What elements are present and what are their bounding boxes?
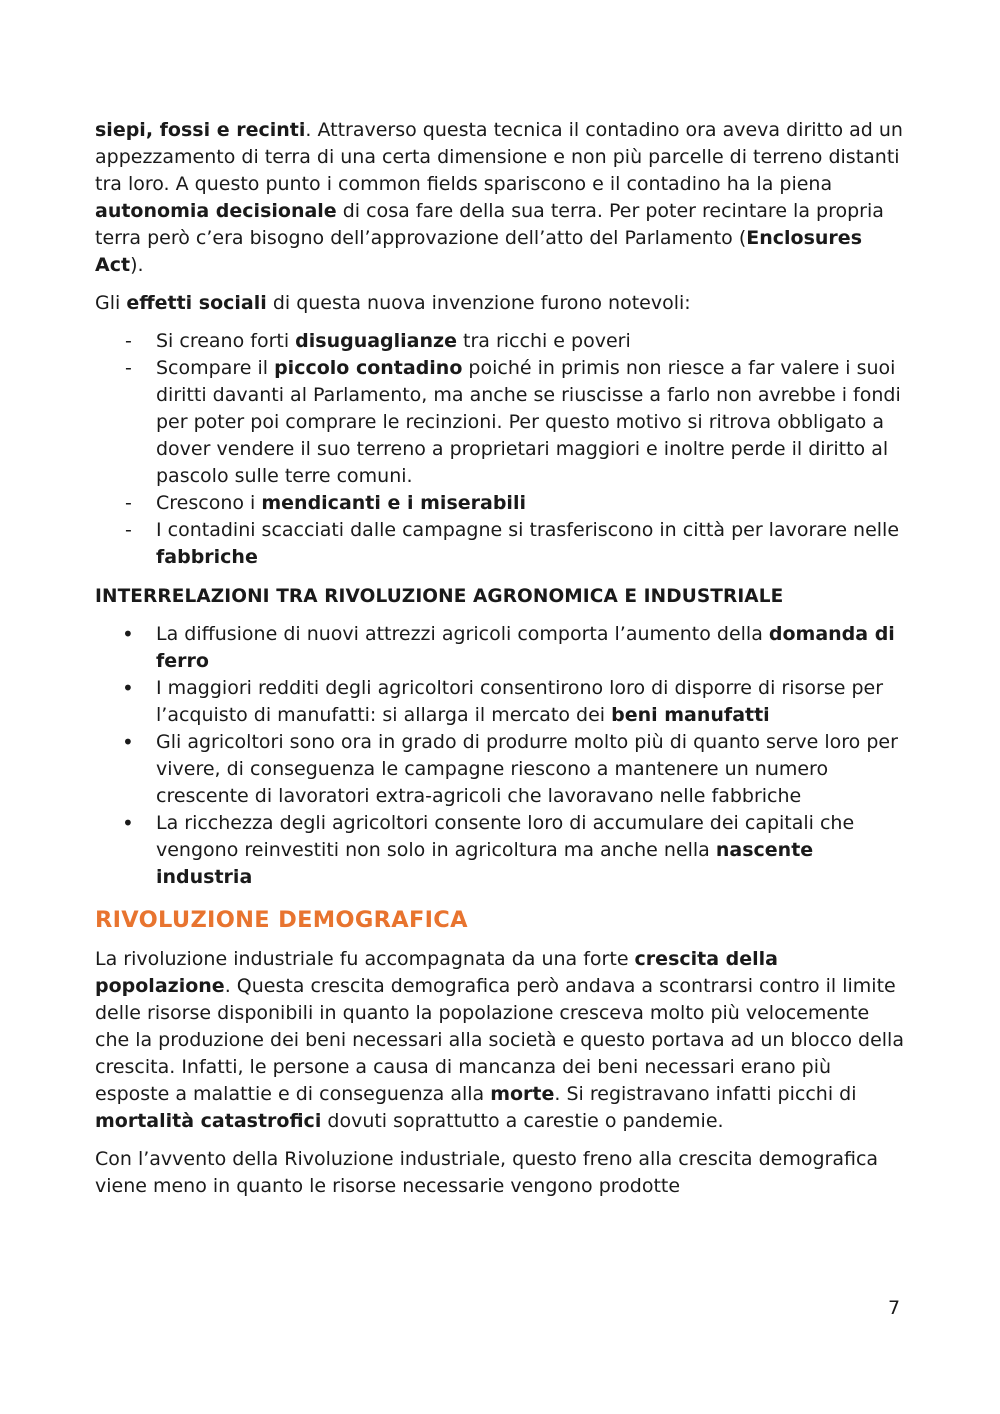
- text-run: di questa nuova invenzione furono notevoli:: [266, 292, 691, 314]
- bold-term: crescita della popolazione: [95, 948, 779, 997]
- bold-term: beni manufatti: [611, 704, 770, 726]
- text-run: I contadini scacciati dalle campagne si trasferiscono in città per lavorare nelle: [156, 519, 900, 541]
- paragraph-industrial-revolution: Con l’avvento della Rivoluzione industriale, questo freno alla crescita demografica viene meno in quanto le risorse necessarie vengono prodotte: [95, 1148, 879, 1197]
- bold-term: Enclosures Act: [95, 227, 863, 276]
- bold-term: domanda di ferro: [156, 623, 895, 672]
- effects-list: [95, 328, 907, 571]
- text-run: ).: [130, 254, 144, 276]
- bold-term: fabbriche: [156, 546, 258, 568]
- bold-term: mortalità catastrofici: [95, 1110, 322, 1132]
- text-run: La diffusione di nuovi attrezzi agricoli comporta l’aumento della: [156, 623, 769, 645]
- paragraph-population-growth: [95, 946, 907, 1135]
- paragraph-enclosures: [95, 117, 907, 279]
- text-run: di cosa fare della sua terra. Per poter recintare la propria terra però c’era bisogno dell’approvazione dell’atto del Parlamento (: [95, 200, 884, 249]
- text-run: . Si registravano infatti picchi di: [554, 1083, 857, 1105]
- bold-term: disuguaglianze: [295, 330, 457, 352]
- interrelations-list: [95, 621, 907, 891]
- text-run: Gli: [95, 292, 127, 314]
- list-item: [95, 517, 907, 571]
- list-item: [95, 490, 907, 517]
- list-item: [95, 810, 907, 891]
- text-run: poiché in primis non riesce a far valere i suoi diritti davanti al Parlamento, ma anche se riuscisse a farlo non avrebbe i fondi per poter poi comprare le recinzioni. Per questo motivo si ritrova obbligato a dover vendere il suo terreno a proprietari maggiori e inoltre perde il diritto al pascolo sulle terre comuni.: [156, 357, 901, 487]
- text-run: La rivoluzione industriale fu accompagnata da una forte: [95, 948, 635, 970]
- bold-term: mendicanti e i miserabili: [261, 492, 526, 514]
- text-run: Crescono i: [156, 492, 262, 514]
- bold-term: morte: [490, 1083, 555, 1105]
- paragraph-social-effects: [95, 290, 907, 317]
- text-run: . Attraverso questa tecnica il contadino ora aveva diritto ad un appezzamento di terra di una certa dimensione e non più parcelle di terreno distanti tra loro. A questo punto i common fields spariscono e il contadino ha la piena: [95, 119, 903, 195]
- text-run: Gli agricoltori sono ora in grado di produrre molto più di quanto serve loro per vivere, di conseguenza le campagne riescono a mantenere un numero crescente di lavoratori extra-agricoli che lavoravano nelle fabbriche: [156, 731, 898, 807]
- list-item: [95, 355, 907, 490]
- subheading-interrelations: INTERRELAZIONI TRA RIVOLUZIONE AGRONOMICA E INDUSTRIALE: [95, 586, 784, 607]
- bold-term: effetti sociali: [126, 292, 267, 314]
- text-run: La ricchezza degli agricoltori consente loro di accumulare dei capitali che vengono reinvestiti non solo in agricoltura ma anche nella: [156, 812, 855, 861]
- text-run: Scompare il: [156, 357, 275, 379]
- text-run: dovuti soprattutto a carestie o pandemie.: [321, 1110, 724, 1132]
- list-item: [95, 621, 907, 675]
- list-item: [95, 328, 907, 355]
- list-item: [95, 675, 907, 729]
- text-run: Si creano forti: [156, 330, 296, 352]
- bold-term: autonomia decisionale: [95, 200, 337, 222]
- list-item: [95, 729, 907, 810]
- page-number: 7: [888, 1297, 901, 1319]
- document-page: [95, 117, 907, 1200]
- bold-term: piccolo contadino: [274, 357, 463, 379]
- text-run: tra ricchi e poveri: [456, 330, 631, 352]
- text-run: . Questa crescita demografica però andava a scontrarsi contro il limite delle risorse disponibili in quanto la popolazione cresceva molto più velocemente che la produzione dei beni necessari alla società e questo portava ad un blocco della crescita. Infatti, le persone a causa di mancanza dei beni necessari erano più esposte a malattie e di conseguenza alla: [95, 975, 904, 1105]
- bold-term: nascente industria: [156, 839, 814, 888]
- section-title: RIVOLUZIONE DEMOGRAFICA: [95, 907, 468, 933]
- bold-term: siepi, fossi e recinti: [95, 119, 306, 141]
- text-run: I maggiori redditi degli agricoltori consentirono loro di disporre di risorse per l’acquisto di manufatti: si allarga il mercato dei: [156, 677, 884, 726]
